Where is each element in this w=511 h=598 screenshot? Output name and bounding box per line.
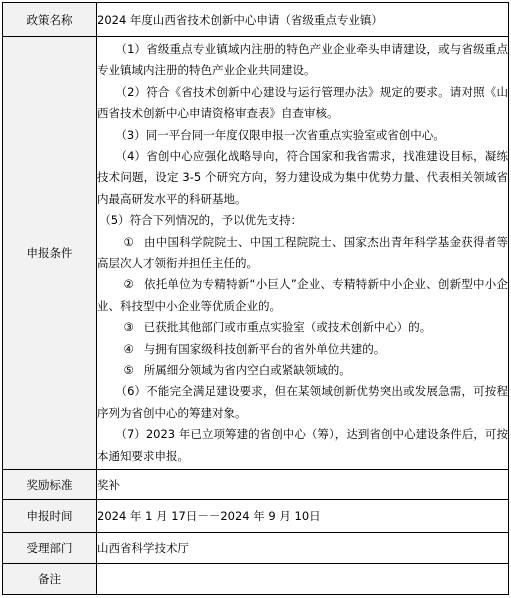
priority-item-3 bbox=[97, 317, 508, 338]
condition-paragraph-6: （6）不能完全满足建设要求，但在某领域创新优势突出或发展急需，可按程序列为省创中心的筹建对象。 bbox=[97, 384, 508, 420]
condition-paragraph-2: （2）符合《省技术创新中心建设与运行管理办法》规定的要求。请对照《山西省技术创新中心申请资格审查表》自查审核。 bbox=[97, 84, 508, 121]
row-conditions bbox=[3, 37, 509, 470]
priority-item-text-2: 依托单位为专精特新“小巨人”企业、专精特新中小企业、创新型中小企业、科技型中小企业等优质企业的。 bbox=[97, 277, 508, 313]
priority-item-text-4: 与拥有国家级科技创新平台的省外单位共建的。 bbox=[143, 341, 386, 356]
label-policy-name: 政策名称 bbox=[3, 3, 97, 37]
condition-paragraph-1: （1）省级重点专业镇域内注册的特色产业企业牵头申请建设，或与省级重点专业镇域内注册的特色产业企业共同建设。 bbox=[97, 41, 508, 78]
circled-number-1: ① bbox=[123, 234, 134, 249]
row-award bbox=[3, 470, 509, 500]
row-department bbox=[3, 533, 509, 564]
label-award: 奖励标准 bbox=[3, 470, 97, 500]
priority-item-4 bbox=[97, 339, 508, 360]
value-award: 奖补 bbox=[97, 470, 509, 500]
value-remarks bbox=[97, 564, 509, 595]
label-conditions: 申报条件 bbox=[3, 37, 97, 470]
row-policy-name bbox=[3, 3, 509, 37]
label-remarks: 备注 bbox=[3, 564, 97, 595]
label-department: 受理部门 bbox=[3, 533, 97, 564]
value-department: 山西省科学技术厅 bbox=[97, 533, 509, 564]
priority-item-2 bbox=[97, 274, 508, 317]
priority-item-5 bbox=[97, 360, 508, 381]
priority-item-1 bbox=[97, 232, 508, 275]
value-application-time: 2024 年 1 月 17日－－2024 年 9 月 10日 bbox=[97, 500, 509, 533]
priority-item-text-5: 所属细分领域为省内空白或紧缺领域的。 bbox=[143, 363, 351, 378]
condition-paragraph-5: （5）符合下列情况的，予以优先支持： bbox=[99, 213, 303, 228]
priority-item-text-1: 由中国科学院院士、中国工程院院士、国家杰出青年科学基金获得者等高层次人才领衔并担任主任的。 bbox=[97, 234, 508, 270]
priority-item-text-3: 已获批其他部门或市重点实验室（或技术创新中心）的。 bbox=[143, 320, 432, 335]
condition-paragraph-4: （4）省创中心应强化战略导向，符合国家和我省需求，找准建设目标，凝练技术问题，设定 3-5 个研究方向，努力建设成为集中优势力量、代表相关领域省内最高研发水平的科研基地。 bbox=[97, 148, 508, 206]
label-application-time: 申报时间 bbox=[3, 500, 97, 533]
condition-paragraph-7: （7）2023 年已立项筹建的省创中心（筹），达到省创中心建设条件后，可按本通知要求申报。 bbox=[97, 427, 508, 463]
condition-paragraph-3: （3）同一平台同一年度仅限申报一次省重点实验室或省创中心。 bbox=[115, 127, 445, 142]
circled-number-5: ⑤ bbox=[123, 363, 134, 378]
circled-number-4: ④ bbox=[123, 341, 134, 356]
row-application-time bbox=[3, 500, 509, 533]
circled-number-3: ③ bbox=[123, 320, 134, 335]
value-conditions bbox=[97, 37, 509, 470]
row-remarks bbox=[3, 564, 509, 595]
value-policy-name: 2024 年度山西省技术创新中心申请（省级重点专业镇） bbox=[97, 3, 509, 37]
policy-table bbox=[2, 2, 509, 595]
circled-number-2: ② bbox=[123, 277, 134, 292]
